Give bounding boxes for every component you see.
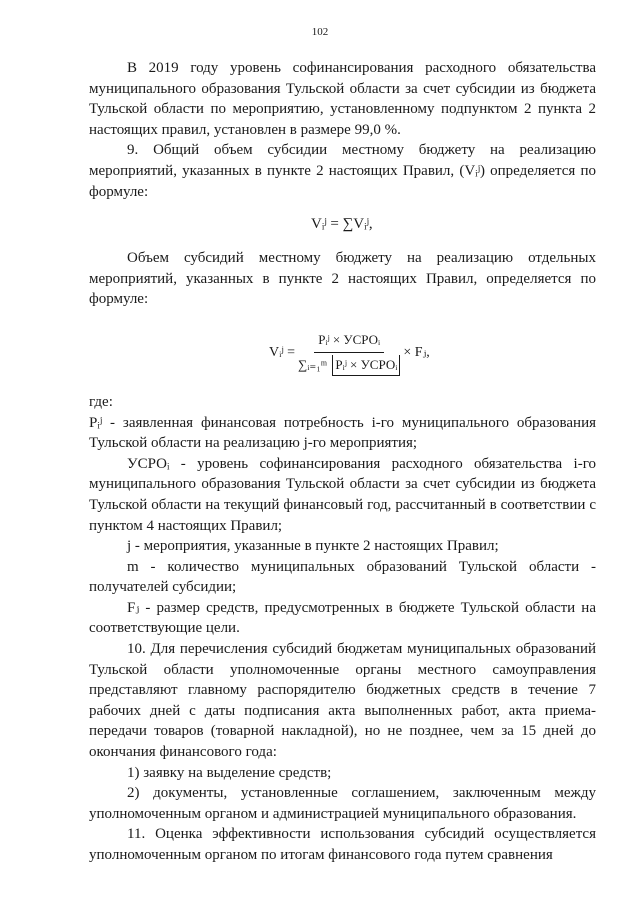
paragraph-volume: Объем субсидий местному бюджету на реализацию отдельных мероприятий, указанных в пункте 2 настоящих Правил, определяется по формуле: [89, 250, 596, 308]
formula-distribution [89, 320, 596, 392]
formula-numerator: Pᵢʲ × УСРОᵢ [314, 330, 384, 353]
formula-denominator-body: Pᵢʲ × УСРОᵢ [332, 355, 400, 377]
where-label: где: [89, 393, 113, 410]
definition-usro: УСРОᵢ - уровень софинансирования расходного обязательства i-го муниципального образования Тульской области за счет субсидии из бюджета Тульской области на текущий финансовый год, рассчитанный в соответствии с пунктом 4 настоящих Правил; [89, 455, 596, 534]
definition-j: j - мероприятия, указанные в пункте 2 настоящих Правил; [127, 538, 499, 555]
formula-total-expression: Vᵢʲ = ∑Vᵢʲ, [311, 216, 373, 233]
formula-total [89, 208, 596, 248]
definition-p [89, 413, 596, 454]
formula-rhs: × Fⱼ, [403, 344, 430, 360]
formula-fraction [298, 330, 400, 376]
list-item-2: 2) документы, установленные соглашением, заключенным между уполномоченным органом и администрацией муниципального образования. [89, 785, 596, 822]
definition-p-symbol: Pᵢʲ [89, 414, 103, 431]
definition-p-text: - заявленная финансовая потребность i-го муниципального образования Тульской области на реализацию j-го мероприятия; [89, 414, 597, 452]
paragraph-10: 10. Для перечисления субсидий бюджетам муниципальных образований Тульской области уполномоченные органы местного самоуправления представляют главному распорядителю бюджетных средств в течение 7 рабочих дней с даты подписания акта выполненных работ, акта приема-передачи товаров (товарной накладной), но не позднее, чем за 15 дней до окончания финансового года: [89, 641, 596, 761]
formula-sum-sign: ∑ᵢ₌₁ᵐ [297, 356, 328, 372]
paragraph-9-symbol: (Vᵢʲ) [459, 162, 485, 179]
paragraph-9-text: 9. Общий объем субсидии местному бюджету на реализацию мероприятий, указанных в пункте 2 настоящих Правил, [89, 142, 596, 179]
paragraph-11: 11. Оценка эффективности использования субсидий осуществляется уполномоченным органом по итогам финансового года путем сравнения [89, 826, 596, 863]
formula-lhs: Vᵢʲ = [269, 344, 295, 360]
definition-m: m - количество муниципальных образований Тульской области - получателей субсидии; [89, 558, 596, 596]
definition-f: Fⱼ - размер средств, предусмотренных в бюджете Тульской области на соответствующие цели. [89, 599, 596, 637]
page-number: 102 [311, 26, 329, 38]
list-item-1: 1) заявку на выделение средств; [127, 764, 332, 781]
formula-denominator [298, 353, 400, 377]
paragraph-9 [89, 140, 596, 202]
document-body [89, 58, 596, 866]
paragraph-2019: В 2019 году уровень софинансирования расходного обязательства муниципального образования Тульской области за счет субсидии из бюджета Тульской области по мероприятию, установленному подпунктом 2 пункта 2 настоящих правил, установлен в размере 99,0 %. [89, 60, 596, 138]
paragraph-9-text-end: определяется по формуле: [89, 162, 596, 200]
